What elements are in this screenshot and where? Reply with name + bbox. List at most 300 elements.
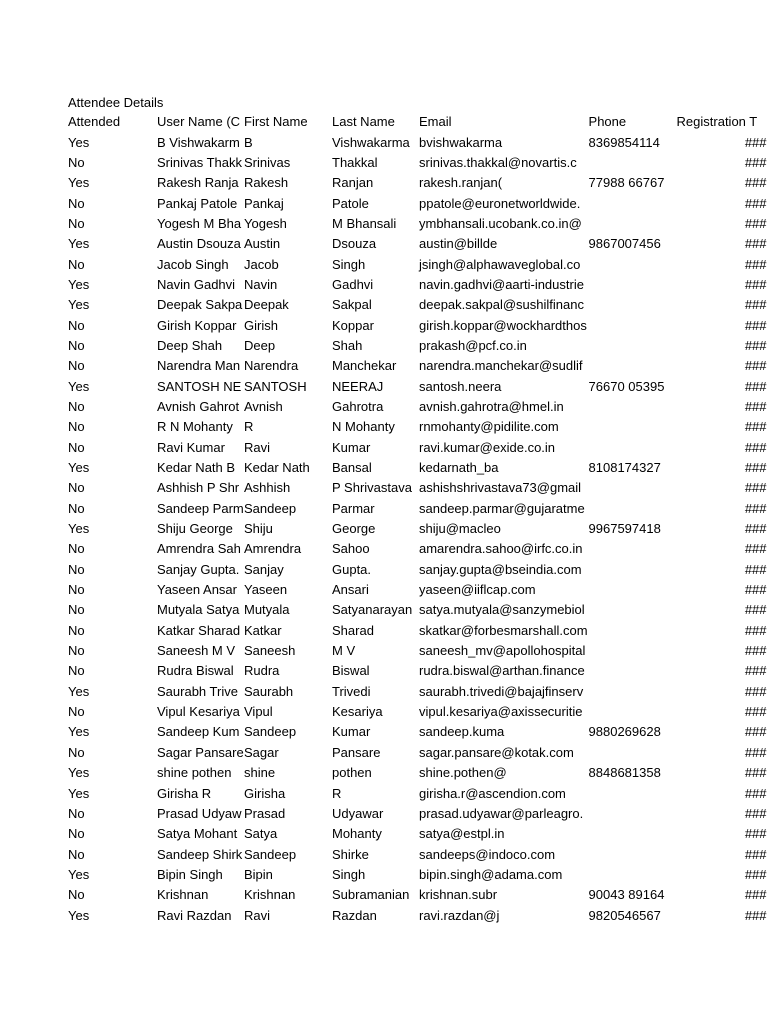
email-cell	[419, 315, 589, 335]
first-name-cell: Sandeep	[244, 846, 297, 862]
user-name-cell: Sanjay Gupta.	[157, 561, 240, 577]
phone-cell	[589, 153, 677, 173]
phone-cell	[589, 621, 677, 641]
attended-cell: Yes	[68, 724, 90, 740]
attended-cell: Yes	[68, 134, 90, 150]
user-name-cell: Ravi Razdan	[157, 907, 232, 923]
registration-time-cell: ###	[744, 419, 767, 435]
table-row	[68, 254, 767, 274]
user-name-cell: Navin Gadhvi	[157, 276, 236, 292]
email-cell	[419, 438, 589, 458]
registration-time-cell: ###	[744, 541, 767, 557]
user-name-cell: Satya Mohant	[157, 826, 238, 842]
email-cell	[419, 865, 589, 885]
phone-cell	[589, 824, 677, 844]
last-name-cell: Shirke	[332, 846, 369, 862]
first-name-cell: Sanjay	[244, 561, 284, 577]
first-name-cell: Sandeep	[244, 724, 297, 740]
email-cell	[419, 214, 589, 234]
email-text: yaseen@iiflcap.com	[419, 582, 536, 598]
phone-cell	[589, 661, 677, 681]
registration-time-cell: ###	[744, 439, 767, 455]
table-row	[68, 356, 767, 376]
phone-cell: 9880269628	[588, 724, 661, 740]
email-text: srinivas.thakkal@novartis.c	[419, 154, 577, 170]
user-name-cell: B Vishwakarm	[157, 134, 240, 150]
header-last-name: Last Name	[332, 114, 395, 130]
email-cell	[419, 702, 589, 722]
phone-cell	[589, 804, 677, 824]
attended-cell: No	[68, 419, 85, 435]
user-name-cell: Sandeep Parm	[157, 500, 244, 516]
email-text: saneesh_mv@apollohospital	[419, 643, 586, 659]
attended-cell: Yes	[68, 907, 90, 923]
last-name-cell: Gadhvi	[332, 276, 374, 292]
header-user-name: User Name (C	[157, 114, 241, 130]
attended-cell: Yes	[68, 785, 90, 801]
attended-cell: No	[68, 439, 85, 455]
table-row	[68, 600, 767, 620]
user-name-cell: Mutyala Satya	[157, 602, 240, 618]
table-row	[68, 539, 767, 559]
attended-cell: No	[68, 500, 85, 516]
email-cell	[419, 621, 589, 641]
registration-time-cell: ###	[744, 500, 767, 516]
user-name-cell: Amrendra Sah	[157, 541, 241, 557]
email-cell: sandeep.kuma	[419, 724, 505, 740]
user-name-cell: Bipin Singh	[157, 866, 223, 882]
registration-time-cell: ###	[744, 337, 767, 353]
phone-cell	[589, 336, 677, 356]
registration-time-cell: ###	[744, 765, 767, 781]
attended-cell: Yes	[68, 521, 90, 537]
last-name-cell: M Bhansali	[332, 215, 397, 231]
email-text: ashishshrivastava73@gmail	[419, 480, 582, 496]
table-row	[68, 214, 767, 234]
table-row	[68, 132, 767, 152]
email-text: sanjay.gupta@bseindia.com	[419, 561, 582, 577]
last-name-cell: Kumar	[332, 724, 371, 740]
header-registration-time	[677, 112, 767, 132]
attended-cell: Yes	[68, 175, 90, 191]
first-name-cell: Rakesh	[244, 175, 289, 191]
user-name-cell: Austin Dsouza	[157, 236, 241, 252]
user-name-cell: Sandeep Kum	[157, 724, 240, 740]
email-text: navin.gadhvi@aarti-industrie	[419, 276, 584, 292]
registration-time-cell: ###	[744, 480, 767, 496]
email-cell: bvishwakarma	[419, 134, 503, 150]
user-name-cell: Prasad Udyaw	[157, 805, 242, 821]
attended-cell: No	[68, 663, 85, 679]
header-first-name: First Name	[244, 114, 308, 130]
last-name-cell: Gahrotra	[332, 398, 384, 414]
first-name-cell: Deep	[244, 337, 276, 353]
phone-cell: 9967597418	[588, 521, 661, 537]
phone-cell	[589, 580, 677, 600]
last-name-cell: N Mohanty	[332, 419, 395, 435]
registration-time-cell: ###	[744, 826, 767, 842]
first-name-cell: Ravi	[244, 907, 271, 923]
email-cell	[419, 641, 589, 661]
phone-cell: 77988 66767	[588, 175, 665, 191]
attended-cell: No	[68, 704, 85, 720]
email-cell	[419, 336, 589, 356]
first-name-cell: Rudra	[244, 663, 280, 679]
first-name-cell: Bipin	[244, 866, 273, 882]
email-cell	[419, 356, 589, 376]
email-cell	[419, 783, 589, 803]
email-text: bipin.singh@adama.com	[419, 866, 563, 882]
email-text: girish.koppar@wockhardthos	[419, 317, 587, 333]
user-name-cell: Katkar Sharad	[157, 622, 241, 638]
last-name-cell: Sharad	[332, 622, 374, 638]
first-name-cell: Mutyala	[244, 602, 290, 618]
user-name-cell: Pankaj Patole	[157, 195, 238, 211]
first-name-cell: Girish	[244, 317, 278, 333]
table-row	[68, 153, 767, 173]
user-name-cell: Girish Koppar	[157, 317, 237, 333]
email-text: narendra.manchekar@sudlif	[419, 358, 583, 374]
first-name-cell: Katkar	[244, 622, 282, 638]
email-text: amarendra.sahoo@irfc.co.in	[419, 541, 583, 557]
email-cell	[419, 275, 589, 295]
user-name-cell: Sandeep Shirk	[157, 846, 243, 862]
first-name-cell: Kedar Nath	[244, 460, 310, 476]
phone-cell	[589, 743, 677, 763]
table-row	[68, 193, 767, 213]
first-name-cell: Shiju	[244, 521, 273, 537]
last-name-cell: Biswal	[332, 663, 370, 679]
registration-time-cell: ###	[744, 378, 767, 394]
email-text: sagar.pansare@kotak.com	[419, 744, 574, 760]
attended-cell: No	[68, 846, 85, 862]
last-name-cell: M V	[332, 643, 356, 659]
user-name-cell: Vipul Kesariya	[157, 704, 240, 720]
sheet-title: Attendee Details	[68, 95, 164, 110]
registration-time-cell: ###	[744, 602, 767, 618]
registration-time-cell: ###	[744, 521, 767, 537]
registration-time-cell: ###	[744, 846, 767, 862]
attended-cell: Yes	[68, 378, 90, 394]
table-row	[68, 682, 767, 702]
last-name-cell: Trivedi	[332, 683, 371, 699]
user-name-cell: Saurabh Trive	[157, 683, 238, 699]
first-name-cell: Sandeep	[244, 500, 297, 516]
first-name-cell: Sagar	[244, 744, 279, 760]
email-text: sandeep.parmar@gujaratme	[419, 500, 585, 516]
table-row	[68, 275, 767, 295]
email-cell	[419, 824, 589, 844]
first-name-cell: Ravi	[244, 439, 271, 455]
registration-time-cell: ###	[744, 724, 767, 740]
attended-cell: No	[68, 887, 85, 903]
user-name-cell: Krishnan	[157, 887, 209, 903]
registration-time-cell: ###	[744, 785, 767, 801]
user-name-cell: Ravi Kumar	[157, 439, 225, 455]
user-name-cell: Yaseen Ansar	[157, 582, 237, 598]
table-row	[68, 397, 767, 417]
user-name-cell: Sagar Pansare	[157, 744, 244, 760]
user-name-cell: Avnish Gahrot	[157, 398, 240, 414]
email-text: satya@estpl.in	[419, 826, 505, 842]
email-cell	[419, 844, 589, 864]
first-name-cell: Ashhish	[244, 480, 291, 496]
registration-time-cell: ###	[744, 297, 767, 313]
attended-cell: No	[68, 398, 85, 414]
table-row	[68, 519, 767, 539]
table-row	[68, 824, 767, 844]
last-name-cell: Satyanarayan	[332, 602, 413, 618]
first-name-cell: Prasad	[244, 805, 286, 821]
phone-cell	[589, 499, 677, 519]
attended-cell: No	[68, 744, 85, 760]
attended-cell: Yes	[68, 765, 90, 781]
user-name-cell: R N Mohanty	[157, 419, 233, 435]
first-name-cell: Vipul	[244, 704, 273, 720]
email-text: ymbhansali.ucobank.co.in@	[419, 215, 582, 231]
table-row	[68, 743, 767, 763]
first-name-cell: Krishnan	[244, 887, 296, 903]
user-name-cell: Rudra Biswal	[157, 663, 234, 679]
header-registration-label: Registration T	[676, 114, 758, 129]
email-cell: rakesh.ranjan(	[419, 175, 503, 191]
table-row	[68, 702, 767, 722]
attended-cell: No	[68, 582, 85, 598]
first-name-cell: Yogesh	[244, 215, 287, 231]
attended-cell: No	[68, 480, 85, 496]
last-name-cell: Kesariya	[332, 704, 383, 720]
attended-cell: No	[68, 622, 85, 638]
last-name-cell: Kumar	[332, 439, 371, 455]
phone-cell	[589, 438, 677, 458]
registration-time-cell: ###	[744, 398, 767, 414]
user-name-cell: Ashhish P Shr	[157, 480, 240, 496]
table-header	[68, 112, 767, 132]
registration-time-cell: ###	[744, 317, 767, 333]
registration-time-cell: ###	[744, 744, 767, 760]
first-name-cell: Avnish	[244, 398, 283, 414]
email-text: saurabh.trivedi@bajajfinserv	[419, 683, 584, 699]
registration-time-cell: ###	[744, 582, 767, 598]
last-name-cell: Singh	[332, 866, 366, 882]
first-name-cell: Saurabh	[244, 683, 294, 699]
email-cell	[419, 153, 589, 173]
phone-cell: 8848681358	[588, 765, 661, 781]
table-row	[68, 499, 767, 519]
email-cell: shiju@macleo	[419, 521, 501, 537]
email-text: avnish.gahrotra@hmel.in	[419, 398, 564, 414]
user-name-cell: Srinivas Thakk	[157, 154, 243, 170]
phone-cell	[589, 417, 677, 437]
table-row	[68, 763, 767, 783]
email-cell	[419, 193, 589, 213]
table-row	[68, 580, 767, 600]
email-cell	[419, 478, 589, 498]
phone-cell	[589, 478, 677, 498]
phone-cell: 9867007456	[588, 236, 661, 252]
table-row	[68, 865, 767, 885]
phone-cell	[589, 865, 677, 885]
first-name-cell: shine	[244, 765, 276, 781]
phone-cell	[589, 682, 677, 702]
header-email: Email	[419, 114, 452, 130]
email-cell	[419, 539, 589, 559]
attended-cell: No	[68, 215, 85, 231]
user-name-cell: SANTOSH NE	[157, 378, 242, 394]
email-cell: kedarnath_ba	[419, 460, 499, 476]
phone-cell	[589, 702, 677, 722]
first-name-cell: Austin	[244, 236, 281, 252]
email-cell: krishnan.subr	[419, 887, 498, 903]
attended-cell: No	[68, 826, 85, 842]
attended-cell: No	[68, 358, 85, 374]
last-name-cell: pothen	[332, 765, 372, 781]
email-cell	[419, 254, 589, 274]
attended-cell: No	[68, 317, 85, 333]
last-name-cell: Manchekar	[332, 358, 397, 374]
email-cell	[419, 804, 589, 824]
attended-cell: No	[68, 256, 85, 272]
last-name-cell: Singh	[332, 256, 366, 272]
first-name-cell: Amrendra	[244, 541, 302, 557]
registration-time-cell: ###	[744, 358, 767, 374]
email-text: sandeeps@indoco.com	[419, 846, 556, 862]
email-cell	[419, 600, 589, 620]
email-text: vipul.kesariya@axissecuritie	[419, 704, 583, 720]
registration-time-cell: ###	[744, 134, 767, 150]
email-cell: shine.pothen@	[419, 765, 507, 781]
table-row	[68, 458, 767, 478]
registration-time-cell: ###	[744, 622, 767, 638]
attended-cell: Yes	[68, 297, 90, 313]
table-row	[68, 844, 767, 864]
last-name-cell: Thakkal	[332, 154, 378, 170]
table-row	[68, 336, 767, 356]
last-name-cell: Sahoo	[332, 541, 370, 557]
last-name-cell: Pansare	[332, 744, 381, 760]
first-name-cell: Narendra	[244, 358, 299, 374]
registration-time-cell: ###	[744, 561, 767, 577]
phone-cell	[589, 275, 677, 295]
header-row	[68, 112, 767, 132]
last-name-cell: Vishwakarma	[332, 134, 410, 150]
header-attended: Attended	[68, 114, 121, 130]
phone-cell: 8369854114	[588, 134, 660, 150]
last-name-cell: Bansal	[332, 460, 372, 476]
table-row	[68, 905, 767, 925]
email-cell	[419, 743, 589, 763]
email-text: jsingh@alphawaveglobal.co	[419, 256, 581, 272]
phone-cell	[589, 254, 677, 274]
user-name-cell: Deepak Sakpa	[157, 297, 243, 313]
email-text: ravi.kumar@exide.co.in	[419, 439, 556, 455]
first-name-cell: Girisha	[244, 785, 286, 801]
user-name-cell: Narendra Man	[157, 358, 241, 374]
user-name-cell: Rakesh Ranja	[157, 175, 239, 191]
user-name-cell: Yogesh M Bha	[157, 215, 242, 231]
attended-cell: No	[68, 154, 85, 170]
phone-cell: 8108174327	[588, 460, 661, 476]
attended-cell: No	[68, 337, 85, 353]
phone-cell: 76670 05395	[588, 378, 665, 394]
attended-cell: Yes	[68, 866, 90, 882]
table-row	[68, 295, 767, 315]
phone-cell	[589, 560, 677, 580]
table-row	[68, 804, 767, 824]
email-text: rnmohanty@pidilite.com	[419, 419, 559, 435]
email-cell: santosh.neera	[419, 378, 502, 394]
last-name-cell: Gupta.	[332, 561, 372, 577]
email-cell: ravi.razdan@j	[419, 907, 500, 923]
table-row	[68, 417, 767, 437]
attended-cell: Yes	[68, 460, 90, 476]
table-row	[68, 234, 767, 254]
email-cell	[419, 417, 589, 437]
phone-cell: 9820546567	[588, 907, 661, 923]
phone-cell	[589, 641, 677, 661]
table-row	[68, 560, 767, 580]
email-cell	[419, 682, 589, 702]
attended-cell: Yes	[68, 276, 90, 292]
last-name-cell: Razdan	[332, 907, 377, 923]
registration-time-cell: ###	[744, 236, 767, 252]
last-name-cell: Dsouza	[332, 236, 377, 252]
registration-time-cell: ###	[744, 215, 767, 231]
table-row	[68, 661, 767, 681]
email-text: skatkar@forbesmarshall.com	[419, 622, 588, 638]
header-phone: Phone	[588, 114, 627, 130]
registration-time-cell: ###	[744, 643, 767, 659]
registration-time-cell: ###	[744, 683, 767, 699]
last-name-cell: George	[332, 521, 376, 537]
email-cell	[419, 661, 589, 681]
registration-time-cell: ###	[744, 460, 767, 476]
attendee-table	[68, 112, 767, 926]
table-body	[68, 132, 767, 925]
email-cell	[419, 560, 589, 580]
email-text: prakash@pcf.co.in	[419, 337, 527, 353]
last-name-cell: Parmar	[332, 500, 375, 516]
table-row	[68, 885, 767, 905]
registration-time-cell: ###	[744, 195, 767, 211]
table-row	[68, 315, 767, 335]
table-row	[68, 173, 767, 193]
first-name-cell: Satya	[244, 826, 278, 842]
first-name-cell: Jacob	[244, 256, 279, 272]
email-text: prasad.udyawar@parleagro.	[419, 805, 584, 821]
last-name-cell: Subramanian	[332, 887, 410, 903]
email-cell	[419, 580, 589, 600]
email-text: girisha.r@ascendion.com	[419, 785, 566, 801]
email-cell	[419, 499, 589, 519]
last-name-cell: R	[332, 785, 342, 801]
last-name-cell: Ansari	[332, 582, 369, 598]
last-name-cell: Patole	[332, 195, 369, 211]
registration-time-cell: ###	[744, 154, 767, 170]
registration-time-cell: ###	[744, 663, 767, 679]
phone-cell	[589, 539, 677, 559]
table-row	[68, 722, 767, 742]
first-name-cell: Srinivas	[244, 154, 291, 170]
attended-cell: No	[68, 195, 85, 211]
table-row	[68, 478, 767, 498]
email-cell	[419, 397, 589, 417]
attended-cell: Yes	[68, 683, 90, 699]
email-text: ppatole@euronetworldwide.	[419, 195, 581, 211]
phone-cell	[589, 315, 677, 335]
last-name-cell: Koppar	[332, 317, 374, 333]
phone-cell	[589, 600, 677, 620]
